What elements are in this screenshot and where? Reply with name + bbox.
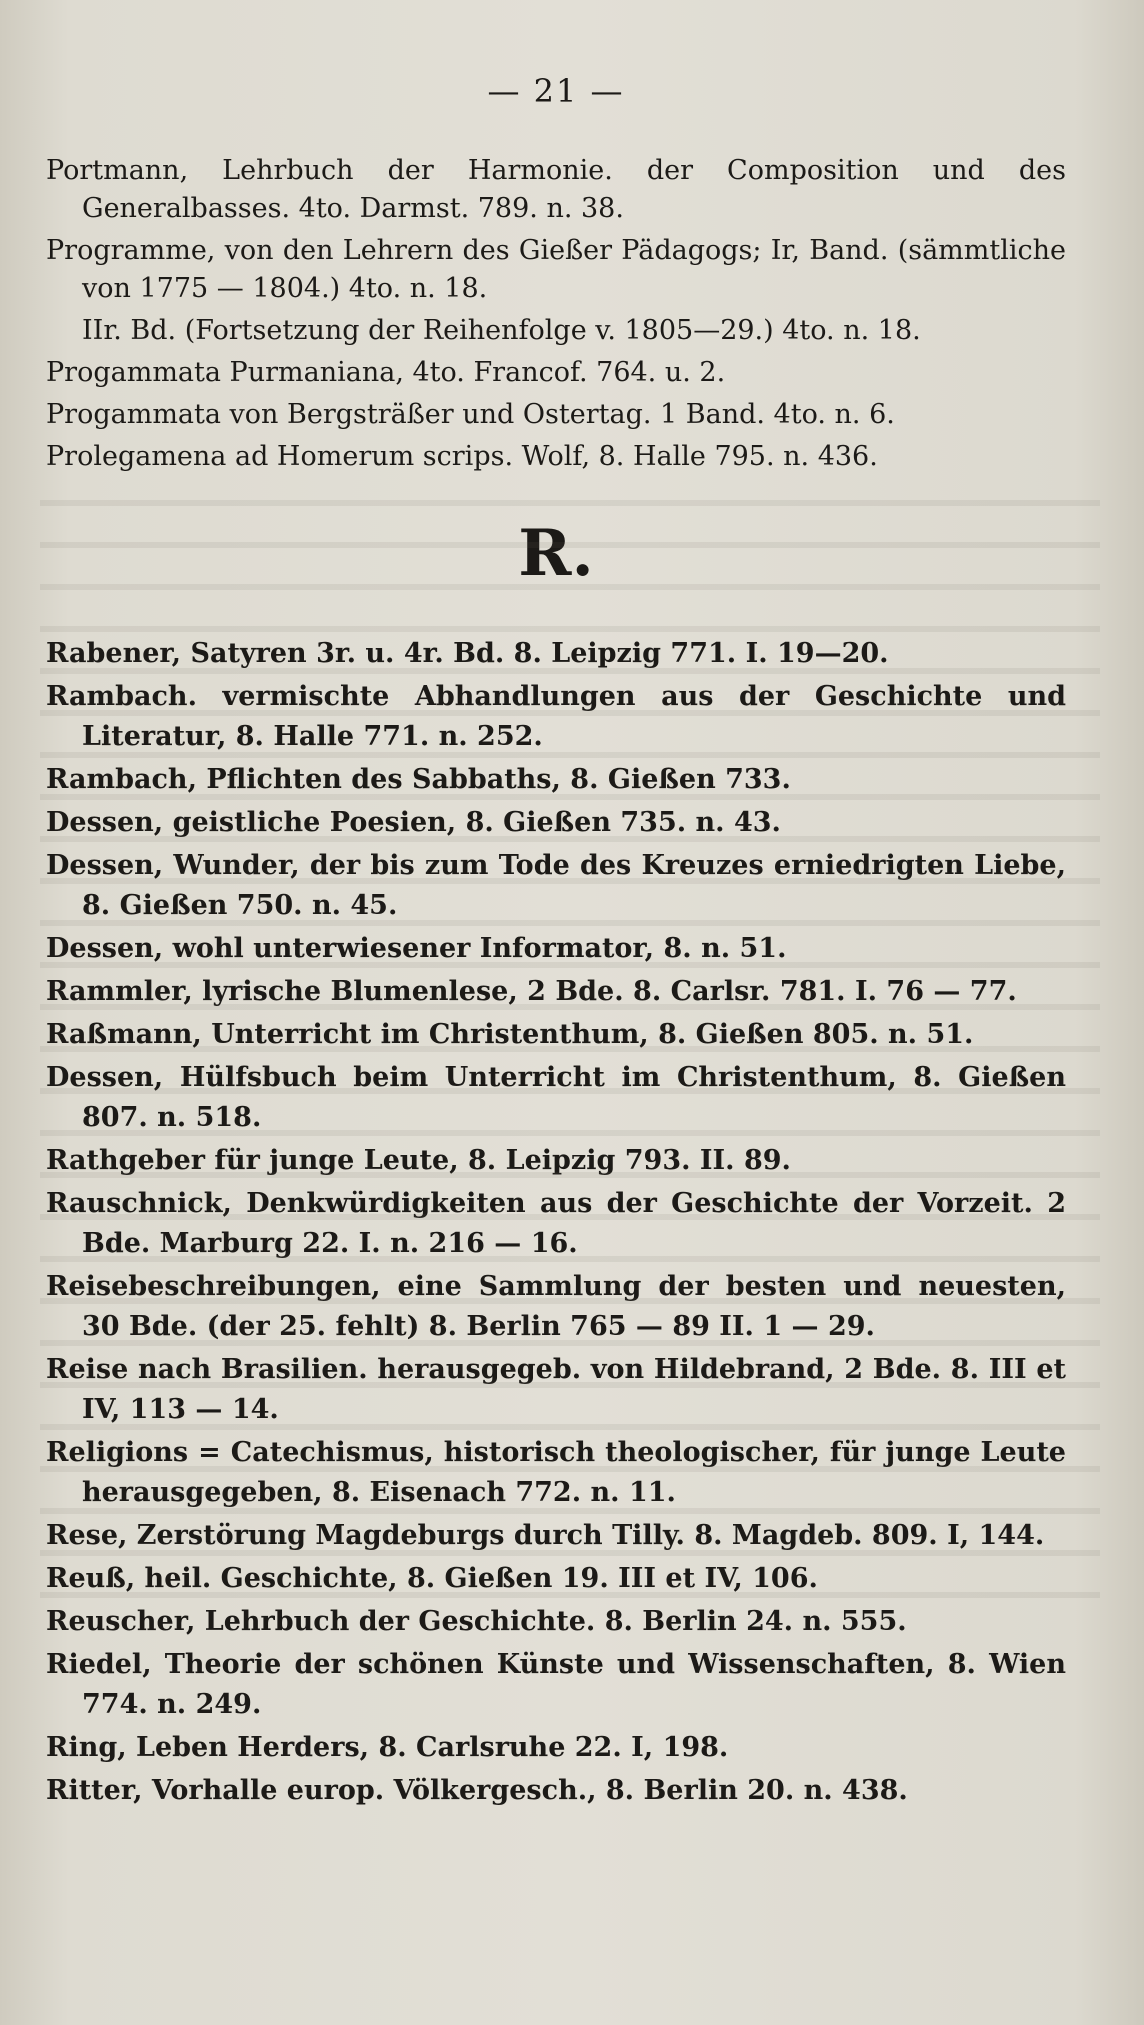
section-letter-r: R. [518,516,594,591]
entry-programme-continued: IIr. Bd. (Fortsetzung der Reihenfolge v. 1805—29.) 4to. n. 18. [82,315,921,346]
page-number: — 21 — [487,72,625,110]
entry-rassmann: Raßmann, Unterricht im Christenthum, 8. Gießen 805. n. 51. [46,1019,974,1050]
entry-rauschnick: Rauschnick, Denkwürdigkeiten aus der Geschichte der Vorzeit. 2 Bde. Marburg 22. I. n. 216 — 16. [46,1188,1066,1259]
entry-dessen-huelfsbuch: Dessen, Hülfsbuch beim Unterricht im Christenthum, 8. Gießen 807. n. 518. [46,1062,1066,1133]
entry-dessen-poesien: Dessen, geistliche Poesien, 8. Gießen 735. n. 43. [46,807,781,838]
entry-rambach-abhandlungen: Rambach. vermischte Abhandlungen aus der Geschichte und Literatur, 8. Halle 771. n. 252. [46,681,1066,752]
entry-progammata-bergstraesser: Progammata von Bergsträßer und Ostertag. 1 Band. 4to. n. 6. [46,399,895,430]
entry-rambach-pflichten: Rambach, Pflichten des Sabbaths, 8. Gießen 733. [46,764,791,795]
entry-rathgeber: Rathgeber für junge Leute, 8. Leipzig 793. II. 89. [46,1145,791,1176]
section-p-entries [46,152,1066,476]
entry-rabener: Rabener, Satyren 3r. u. 4r. Bd. 8. Leipzig 771. I. 19—20. [46,638,889,669]
entry-progammata-purmaniana: Progammata Purmaniana, 4to. Francof. 764. u. 2. [46,357,726,388]
entry-ring: Ring, Leben Herders, 8. Carlsruhe 22. I, 198. [46,1732,729,1763]
entry-programme: Programme, von den Lehrern des Gießer Pädagogs; Ir, Band. (sämmtliche von 1775 — 1804.) 4to. n. 18. [46,235,1066,304]
entry-dessen-informator: Dessen, wohl unterwiesener Informator, 8. n. 51. [46,933,787,964]
entry-religions-catechismus: Religions = Catechismus, historisch theologischer, für junge Leute herausgegeben, 8. Eisenach 772. n. 11. [46,1437,1066,1508]
entry-ritter: Ritter, Vorhalle europ. Völkergesch., 8. Berlin 20. n. 438. [46,1775,908,1806]
entry-reuscher: Reuscher, Lehrbuch der Geschichte. 8. Berlin 24. n. 555. [46,1606,907,1637]
entry-riedel: Riedel, Theorie der schönen Künste und Wissenschaften, 8. Wien 774. n. 249. [46,1649,1066,1720]
entry-portmann: Portmann, Lehrbuch der Harmonie. der Composition und des Generalbasses. 4to. Darmst. 789. n. 38. [46,155,1066,224]
entry-rese: Rese, Zerstörung Magdeburgs durch Tilly. 8. Magdeb. 809. I, 144. [46,1520,1045,1551]
entry-reisebeschreibungen: Reisebeschreibungen, eine Sammlung der besten und neuesten, 30 Bde. (der 25. fehlt) 8. Berlin 765 — 89 II. 1 — 29. [46,1271,1066,1342]
entry-reise-brasilien: Reise nach Brasilien. herausgegeb. von Hildebrand, 2 Bde. 8. III et IV, 113 — 14. [46,1354,1066,1425]
entry-prolegamena: Prolegamena ad Homerum scrips. Wolf, 8. Halle 795. n. 436. [46,441,878,472]
entry-dessen-wunder: Dessen, Wunder, der bis zum Tode des Kreuzes erniedrigten Liebe, 8. Gießen 750. n. 45. [46,850,1066,921]
entry-rammler: Rammler, lyrische Blumenlese, 2 Bde. 8. Carlsr. 781. I. 76 — 77. [46,976,1017,1007]
entry-reuss: Reuß, heil. Geschichte, 8. Gießen 19. III et IV, 106. [46,1563,818,1594]
section-r-entries [46,634,1066,1811]
